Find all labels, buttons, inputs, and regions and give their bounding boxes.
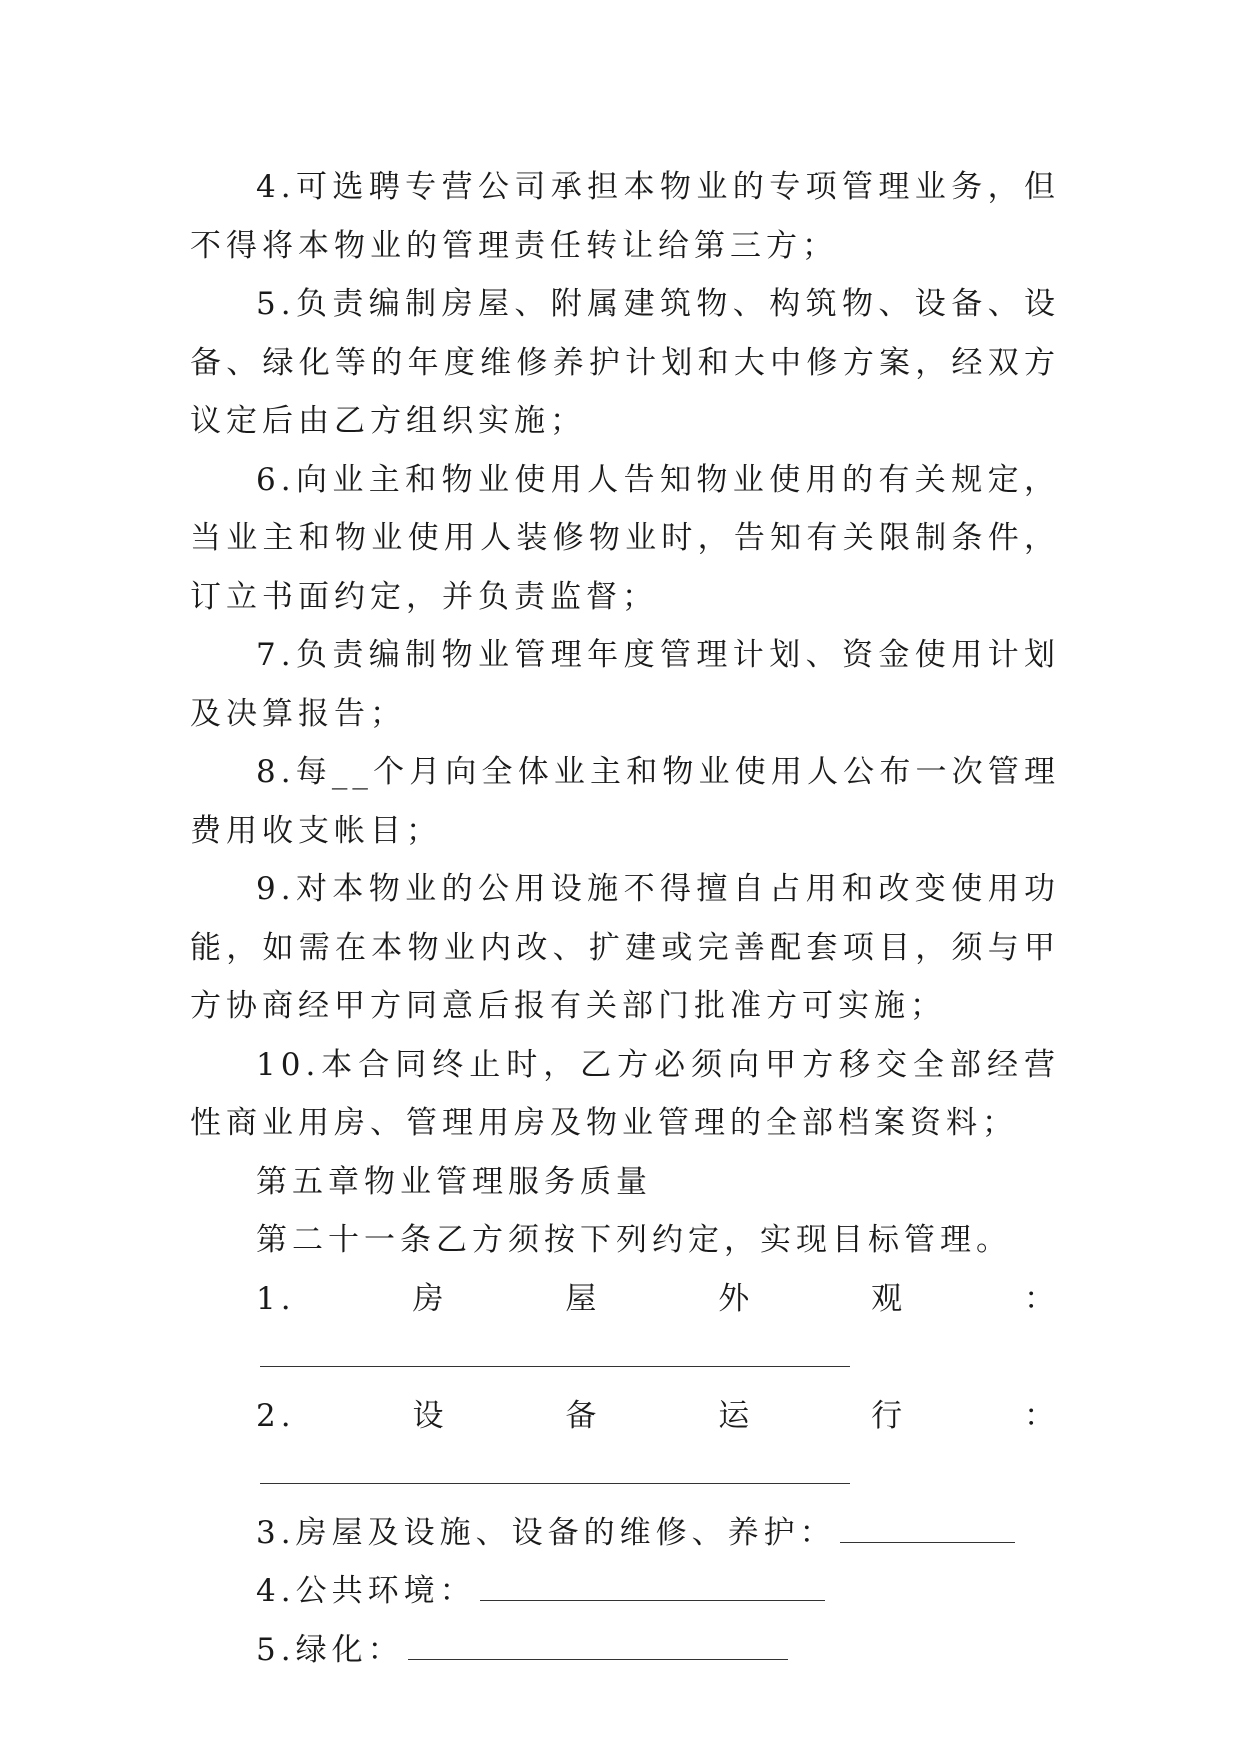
form-line-house-appearance: [190, 1270, 1060, 1387]
paragraph-item-7: 7.负责编制物业管理年度管理计划、资金使用计划及决算报告；: [190, 637, 1060, 732]
form-label: 1.房屋外观：: [256, 1280, 1060, 1317]
form-label: 2.设备运行：: [256, 1397, 1060, 1434]
paragraph-item-9: 9.对本物业的公用设施不得擅自占用和改变使用功能，如需在本物业内改、扩建或完善配套项目，须与甲方协商经甲方同意后报有关部门批准方可实施；: [190, 871, 1060, 1024]
form-line-public-environment: [190, 1562, 1060, 1621]
fill-in-blank: [480, 1572, 825, 1601]
fill-in-blank: [260, 1338, 850, 1367]
fill-in-blank: [260, 1455, 850, 1484]
form-label: 3.房屋及设施、设备的维修、养护：: [256, 1514, 836, 1551]
chapter-title: 第五章物业管理服务质量: [256, 1163, 652, 1200]
paragraph-item-10: 10.本合同终止时，乙方必须向甲方移交全部经营性商业用房、管理用房及物业管理的全部档案资料；: [190, 1046, 1060, 1141]
paragraph-item-8: 8.每__个月向全体业主和物业使用人公布一次管理费用收支帐目；: [190, 754, 1060, 849]
fill-in-blank: [840, 1514, 1015, 1543]
article-heading: 第二十一条乙方须按下列约定，实现目标管理。: [256, 1222, 1012, 1258]
paragraph-item-5: 5.负责编制房屋、附属建筑物、构筑物、设备、设备、绿化等的年度维修养护计划和大中修方案，经双方议定后由乙方组织实施；: [190, 286, 1060, 439]
paragraph-item-4: 4.可选聘专营公司承担本物业的专项管理业务，但不得将本物业的管理责任转让给第三方；: [190, 169, 1060, 264]
form-line-greening: [190, 1621, 1060, 1680]
paragraph-item-6: 6.向业主和物业使用人告知物业使用的有关规定，当业主和物业使用人装修物业时，告知有关限制条件，订立书面约定，并负责监督；: [190, 461, 1060, 615]
form-line-equipment-operation: [190, 1387, 1060, 1504]
form-label: 5.绿化：: [256, 1631, 404, 1668]
fill-in-blank: [408, 1631, 788, 1660]
form-label: 4.公共环境：: [256, 1573, 476, 1609]
form-line-maintenance: [190, 1504, 1060, 1563]
document-body: [190, 158, 1060, 1679]
